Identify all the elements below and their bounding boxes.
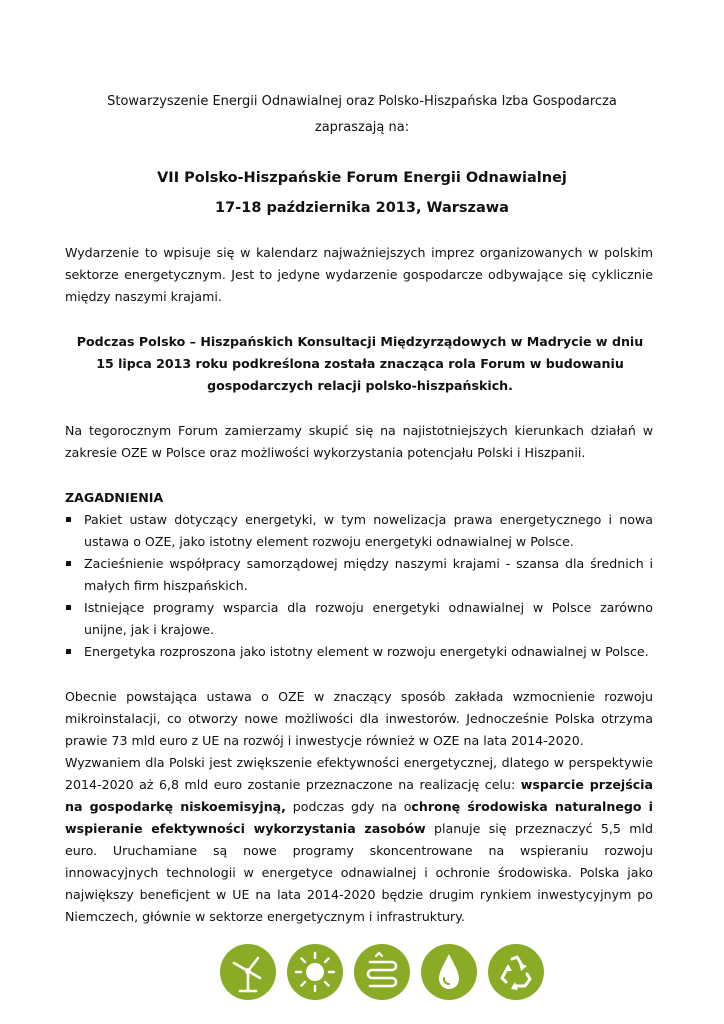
intro-paragraph [65, 242, 653, 308]
topics-list [65, 509, 653, 663]
bullet-icon [66, 517, 71, 522]
organizers-line: Stowarzyszenie Energii Odnawialnej oraz Polsko-Hiszpańska Izba Gospodarcza [107, 94, 617, 109]
focus-text: Na tegorocznym Forum zamierzamy skupić się na najistotniejszych kierunkach działań w zakresie OZE w Polsce oraz możliwości wykorzystania potencjału Polski i Hiszpanii. [65, 423, 653, 460]
closing-emphasis: wsparcie przejścia na gospodarkę niskoemisyjną, [65, 777, 653, 814]
recycle-icon [488, 944, 544, 1000]
closing-paragraph-1: Obecnie powstająca ustawa o OZE w znaczący sposób zakłada wzmocnienie rozwoju mikroinstalacji, co otworzy nowe możliwości dla inwestorów. Jednocześnie Polska otrzyma prawie 73 mld euro z UE na rozwój i inwestycje również w OZE na lata 2014-2020. [65, 689, 653, 748]
closing-paragraph-2 [65, 752, 653, 928]
bullet-icon [66, 649, 71, 654]
closing-text: planuje się przeznaczyć 5,5 mld euro. Uruchamiane są nowe programy skoncentrowane na wspieraniu rozwoju innowacyjnych technologii w energetyce odnawialnej i ochronie środowiska. Polska jako największy beneficjent w UE na lata 2014-2020 będzie drugim rynkiem inwestycyjnym po Niemczech, głównie w sektorze energetycznym i infrastruktury. [65, 821, 653, 924]
bullet-icon [66, 605, 71, 610]
water-drop-icon [421, 944, 477, 1000]
event-date-place: 17-18 października 2013, Warszawa [215, 200, 509, 216]
list-item-text: Energetyka rozproszona jako istotny element w rozwoju energetyki odnawialnej w Polsce. [84, 644, 649, 659]
event-name: VII Polsko-Hiszpańskie Forum Energii Odnawialnej [157, 170, 567, 186]
focus-paragraph [65, 420, 653, 464]
sun-icon [287, 944, 343, 1000]
event-title [60, 166, 664, 220]
invite-line: zapraszają na: [314, 120, 410, 135]
wind-turbine-icon [220, 944, 276, 1000]
list-item [65, 553, 653, 597]
bullet-icon [66, 561, 71, 566]
closing-section [65, 686, 653, 928]
list-item-text: Pakiet ustaw dotyczący energetyki, w tym nowelizacja prawa energetycznego i nowa ustawa o OZE, jako istotny element rozwoju energetyki odnawialnej w Polsce. [84, 512, 653, 549]
list-item-text: Zacieśnienie współpracy samorządowej między naszymi krajami - szansa dla średnich i małych firm hiszpańskich. [84, 556, 653, 593]
list-item [65, 509, 653, 553]
topics-heading: ZAGADNIENIA [65, 490, 164, 505]
list-item [65, 597, 653, 641]
intro-text: Wydarzenie to wpisuje się w kalendarz najważniejszych imprez organizowanych w polskim sektorze energetycznym. Jest to jedyne wydarzenie gospodarcze odbywające się cyklicznie między naszymi krajami. [65, 245, 653, 304]
list-item-text: Istniejące programy wsparcia dla rozwoju energetyki odnawialnej w Polsce zarówno unijne, jak i krajowe. [84, 600, 653, 637]
closing-text: Wyzwaniem dla Polski jest zwiększenie efektywności energetycznej, dlatego w perspektywie 2014-2020 aż 6,8 mld euro zostanie przeznaczone na realizację celu: [65, 755, 653, 792]
closing-text: podczas gdy na o [285, 799, 412, 814]
list-item [65, 641, 653, 663]
highlight-paragraph: Podczas Polsko – Hiszpańskich Konsultacji Międzyrządowych w Madrycie w dniu 15 lipca 2013 roku podkreślona została znacząca rola Forum w budowaniu gospodarczych relacji polsko-hiszpańskich. [76, 334, 644, 393]
header [60, 92, 664, 138]
renewable-icons-row [220, 944, 520, 1004]
closing-emphasis: chronę środowiska naturalnego i wspieranie efektywności wykorzystania zasobów [65, 799, 653, 836]
geothermal-icon [354, 944, 410, 1000]
